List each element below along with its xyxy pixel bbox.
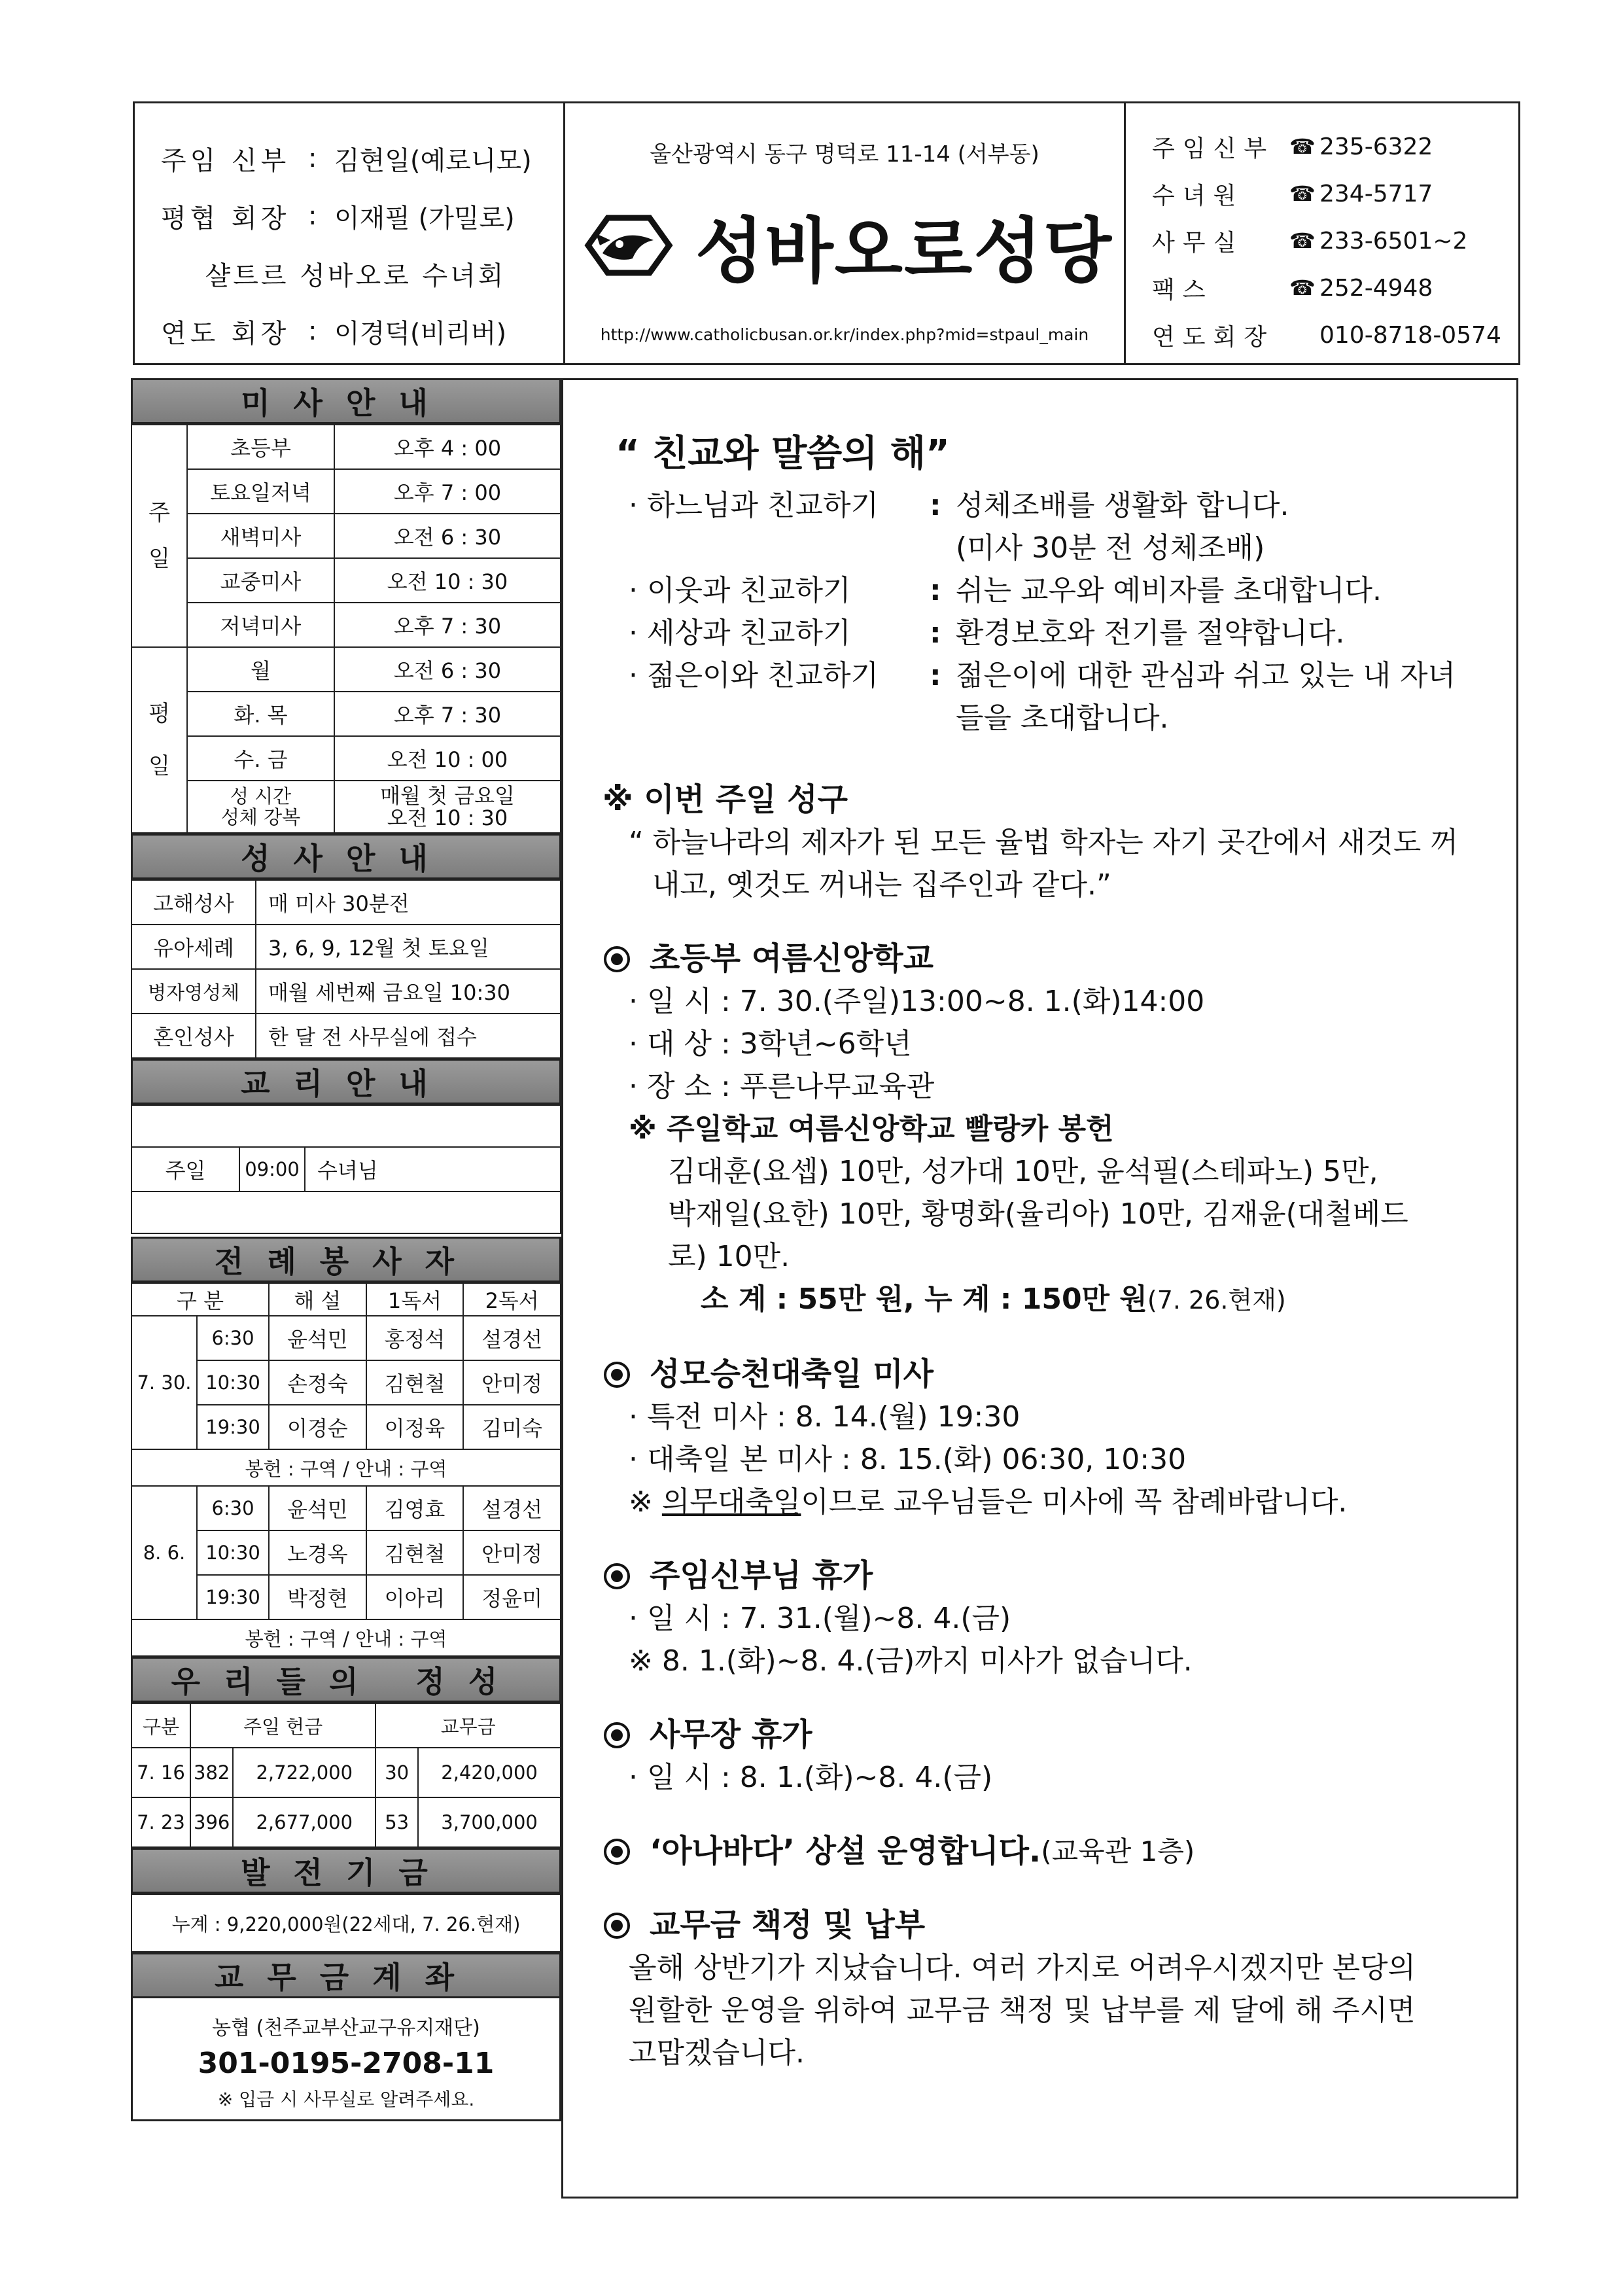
section-title-servers: 전례봉사자 [131, 1237, 561, 1282]
section-title-offering: 우리들의 정성 [131, 1657, 561, 1703]
development-table: 누계 : 9,220,000원(22세대, 7. 26.현재) [131, 1894, 561, 1952]
mass-table: 주일 초등부 오후 4 : 00 토요일저녁 오후 7 : 00 새벽미사 오전 6 : 30 교중미사 오전 10 : 30 저녁미사 오후 7 : 30 평일 월 오전 6 : 30 화. 목 오후 7 : 30 수. 금 오전 10 : 00 성 시간 성체 강복 매월 첫 금요일 오전 10 : 30 [131, 424, 561, 834]
goal-row: 들을 초대합니다. [956, 701, 1169, 735]
header-row-council: 평협 회장 : 이재필 (가밀로) [161, 201, 515, 234]
bullseye-icon [602, 1562, 631, 1591]
bread-sum: 소 계 : 55만 원, 누 계 : 150만 원(7. 26.현재) [701, 1282, 1286, 1316]
bullseye-icon [602, 1911, 631, 1940]
assumption-heading: 성모승천대축일 미사 [602, 1353, 1516, 1396]
church-name: 성바오로성당 [695, 211, 1113, 292]
catechism-table: 주일 09:00 수녀님 [131, 1104, 561, 1234]
goal-row: · 하느님과 친교하기 : 성체조배를 생활화 합니다. [629, 489, 1289, 522]
anabada-heading: ‘아나바다’ 상설 운영합니다. (교육관 1층) [602, 1830, 1516, 1873]
notice-column: “ 친교와 말씀의 해” · 하느님과 친교하기 : 성체조배를 생활화 합니다. (미사 30분 전 성체조배) · 이웃과 친교하기 : 쉬는 교우와 예비자를 초대합니다. · 세상과 친교하기 : 환경보호와 전기를 절약합니다. · 젊은이와 친교하기 : 젊은이에 대한 관심과 쉬고 있는 내 자녀 들을 초대합니다. ※ 이번 주일 성구 “ 하늘나라의 제자가 된 모든 율법 학자는 자기 곳간에서 새것도 꺼 내고, 옛것도 꺼내는 집주인과 같다.” 초등부 여름신앙학교 · 일 시 : 7. 30.(주일)13:00~8. 1.(화)14:00 · 대 상 : 3학년~6학년 · 장 소 : 푸른나무교육관 ※ 주일학교 여름신앙학교 빨랑카 봉헌 김대훈(요셉) 10만, 성가대 10만, 윤석필(스테파노) 5만, 박재일(요한) 10만, 황명화(율리아) 10만, 김재윤(대철베드 로) 10만. 소 계 : 55만 원, 누 계 : 150만 원(7. 26.현재) 성모승천대축일 미사 · 특전 미사 : 8. 14.(월) 19:30 · 대축일 본 미사 : 8. 15.(화) 06:30, 10:30 ※ 의무대축일이므로 교우님들은 미사에 꼭 참례바랍니다. 주임신부님 휴가 · 일 시 : 7. 31.(월)~8. 4.(금) ※ 8. 1.(화)~8. 4.(금)까지 미사가 없습니다. 사무장 휴가 · 일 시 : 8. 1.(화)~8. 4.(금) ‘아나바다’ 상설 운영합니다. (교육관 1층) 교무금 책정 및 납부 올해 상반기가 지났습니다. 여러 가지로 어려우시겠지만 본당의 원할한 운영을 위하여 교무금 책정 및 납부를 제 달에 해 주시면 고맙겠습니다. [561, 378, 1518, 2199]
dues-heading: 교무금 책정 및 납부 [602, 1904, 1516, 1947]
year-theme-title: “ 친교와 말씀의 해” [616, 433, 950, 475]
contact-row: 주임신부 ☎ 235-6322 [1152, 133, 1433, 162]
contact-row: 팩스 ☎ 252-4948 [1152, 274, 1433, 304]
phone-icon: ☎ [1289, 228, 1316, 253]
gospel-heading: ※ 이번 주일 성구 [602, 781, 848, 818]
goal-row: · 젊은이와 친교하기 : 젊은이에 대한 관심과 쉬고 있는 내 자녀 [629, 659, 1456, 692]
table-row: 19:30 박정현 이아리 정윤미 [131, 1575, 561, 1619]
header-row-yeondo: 연도 회장 : 이경덕(비리버) [161, 316, 507, 349]
dove-logo-icon [576, 206, 681, 285]
table-row: 19:30 이경순 이정육 김미숙 [131, 1405, 561, 1449]
section-title-account: 교무금계좌 [131, 1952, 561, 1998]
goal-row: · 이웃과 친교하기 : 쉬는 교우와 예비자를 초대합니다. [629, 574, 1382, 607]
gospel-line: “ 하늘나라의 제자가 된 모든 율법 학자는 자기 곳간에서 새것도 꺼 [629, 826, 1458, 859]
table-row: 10:30 손정숙 김현철 안미정 [131, 1360, 561, 1405]
weekday-label: 평일 [131, 647, 187, 833]
bullseye-icon [602, 1837, 631, 1866]
account-note: ※ 입금 시 사무실로 알려주세요. [217, 2089, 475, 2110]
table-row: 8. 6. 6:30 윤석민 김영효 설경선 [131, 1486, 561, 1530]
servers-table: 구 분 해 설 1독서 2독서 7. 30. 6:30 윤석민 홍정석 설경선 10:30 손정숙 김현철 안미정 19:30 이경순 이정육 김미숙 봉헌 : 구역 / 안내 : 구역 8. 6. 6:30 윤석민 김영효 설경선 10:30 노경옥 김현철 안미정 19:30 박정현 이아리 정윤미 봉헌 : 구역 / 안내 : 구역 [131, 1282, 561, 1657]
header-info-left [133, 101, 563, 365]
account-number: 301-0195-2708-11 [198, 2047, 495, 2080]
bullseye-icon [602, 1360, 631, 1389]
contact-row: 수녀원 ☎ 234-5717 [1152, 180, 1433, 209]
offering-table: 구분 주일 헌금 교무금 7. 16 382 2,722,000 30 2,420,000 7. 23 396 2,677,000 53 3,700,000 [131, 1703, 561, 1848]
church-url[interactable]: http://www.catholicbusan.or.kr/index.php?mid=stpaul_main [600, 325, 1089, 344]
account-box [131, 1998, 561, 2121]
header-row-priest: 주임 신부 : 김현일(예로니모) [161, 143, 532, 176]
bullseye-icon [602, 1721, 631, 1750]
account-bank: 농협 (천주교부산교구유지재단) [212, 2017, 480, 2040]
phone-icon: ☎ [1289, 181, 1316, 206]
office-heading: 사무장 휴가 [602, 1714, 1516, 1756]
table-row: 7. 16 382 2,722,000 30 2,420,000 [131, 1748, 561, 1797]
church-logo [565, 194, 1124, 296]
goal-row: (미사 30분 전 성체조배) [956, 531, 1265, 565]
header-title-block [563, 101, 1126, 365]
section-title-catechism: 교리안내 [131, 1059, 561, 1104]
section-title-sacrament: 성사안내 [131, 834, 561, 879]
header-contacts [1126, 101, 1520, 365]
sunday-label: 주일 [131, 425, 187, 647]
assumption-note: ※ 의무대축일이므로 교우님들은 미사에 꼭 참례바랍니다. [629, 1485, 1348, 1519]
table-row: 10:30 노경옥 김현철 안미정 [131, 1530, 561, 1575]
bread-heading: ※ 주일학교 여름신앙학교 빨랑카 봉헌 [629, 1112, 1114, 1146]
table-row: 7. 30. 6:30 윤석민 홍정석 설경선 [131, 1316, 561, 1360]
sacrament-table: 고해성사 매 미사 30분전 유아세례 3, 6, 9, 12월 첫 토요일 병자영성체 매월 세번째 금요일 10:30 혼인성사 한 달 전 사무실에 접수 [131, 879, 561, 1059]
section-title-development: 발전기금 [131, 1848, 561, 1894]
gospel-line: 내고, 옛것도 꺼내는 집주인과 같다.” [652, 868, 1111, 902]
vacation-heading: 주임신부님 휴가 [602, 1555, 1516, 1597]
school-heading: 초등부 여름신앙학교 [602, 938, 1516, 980]
header-row-sisters: 샬트르 성바오로 수녀회 [205, 260, 506, 291]
phone-icon: ☎ [1289, 275, 1316, 300]
left-column [131, 378, 561, 2121]
table-row: 7. 23 396 2,677,000 53 3,700,000 [131, 1797, 561, 1847]
section-title-mass: 미사안내 [131, 378, 561, 424]
bullseye-icon [602, 945, 631, 974]
phone-icon: ☎ [1289, 134, 1316, 159]
contact-row: 연도회장 010-8718-0574 [1152, 321, 1501, 351]
contact-row: 사무실 ☎ 233-6501~2 [1152, 227, 1468, 256]
goal-row: · 세상과 친교하기 : 환경보호와 전기를 절약합니다. [629, 616, 1345, 650]
church-address: 울산광역시 동구 명덕로 11-14 (서부동) [650, 141, 1039, 168]
